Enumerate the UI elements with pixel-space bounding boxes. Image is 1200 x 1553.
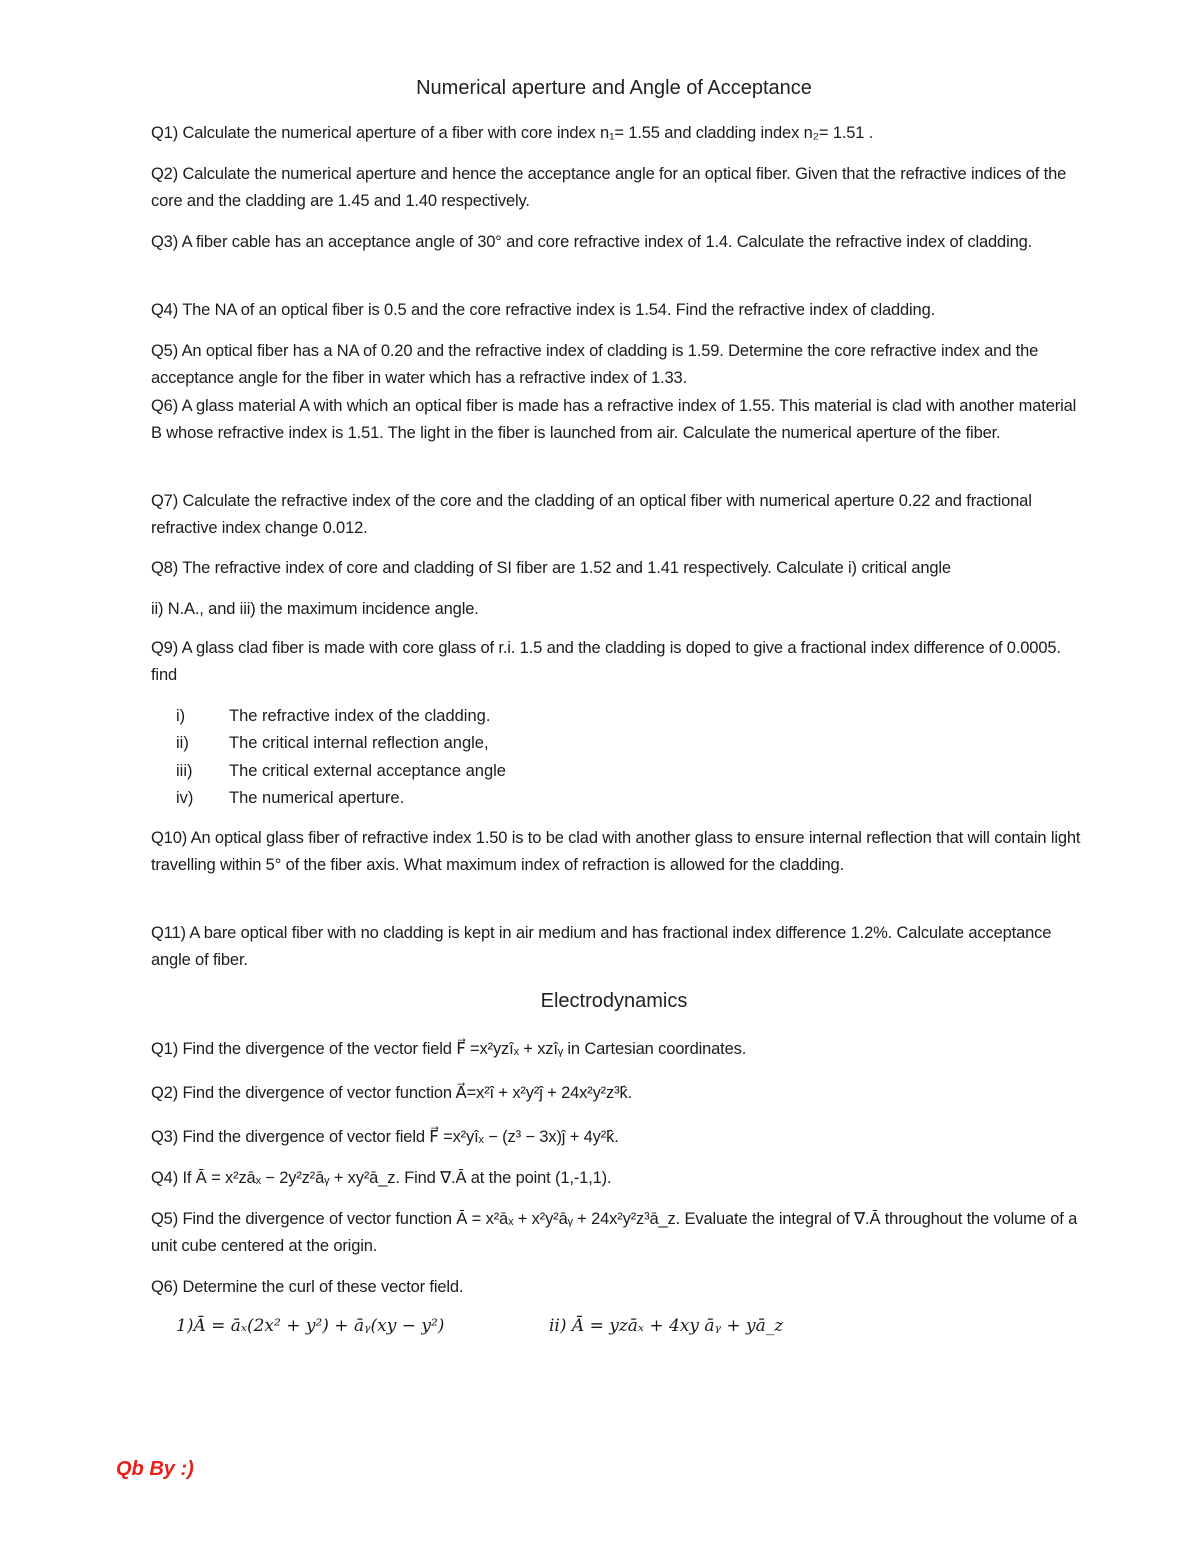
question-q10: Q10) An optical glass fiber of refractive index 1.50 is to be clad with another glass to ensure internal reflection that will contain light travelling within 5° of the fiber axis. What maximum index of refraction is allowed for the cladding. [151, 829, 1081, 874]
question-q7: Q7) Calculate the refractive index of the core and the cladding of an optical fiber with numerical aperture 0.22 and fractional refractive index change 0.012. [151, 492, 1032, 537]
question-q6: Q6) A glass material A with which an optical fiber is made has a refractive index of 1.55. This material is clad with another material B whose refractive index is 1.51. The light in the fiber is launched from air. Calculate the numerical aperture of the fiber. [151, 397, 1077, 442]
curl-item-1: 1)Ā = āₓ(2x² + y²) + āᵧ(xy − y²) [176, 1316, 445, 1336]
list-item-number: i) [176, 707, 186, 725]
list-item-text: The refractive index of the cladding. [229, 707, 491, 725]
question-q8: Q8) The refractive index of core and cladding of SI fiber are 1.52 and 1.41 respectively. Calculate i) critical angle [151, 559, 951, 577]
electro-question-q4: Q4) If Ā = x²zāₓ − 2y²z²āᵧ + xy²ā_z. Find ∇.Ā at the point (1,-1,1). [151, 1169, 612, 1187]
list-item-text: The critical external acceptance angle [229, 761, 506, 780]
electro-question-q6: Q6) Determine the curl of these vector field. [151, 1278, 464, 1296]
electro-question-q3: Q3) Find the divergence of vector field F⃗ =x²yîₓ − (z³ − 3x)ĵ + 4y²k̂. [151, 1128, 619, 1146]
list-item [176, 703, 506, 730]
section-title-electrodynamics: Electrodynamics [540, 990, 688, 1012]
question-q2: Q2) Calculate the numerical aperture and hence the acceptance angle for an optical fiber. Given that the refractive indices of the core and the cladding are 1.45 and 1.40 respectively. [151, 165, 1067, 210]
question-q3: Q3) A fiber cable has an acceptance angle of 30° and core refractive index of 1.4. Calculate the refractive index of cladding. [151, 233, 1033, 251]
question-q4: Q4) The NA of an optical fiber is 0.5 and the core refractive index is 1.54. Find the refractive index of cladding. [151, 301, 936, 319]
list-item [176, 758, 506, 785]
list-item-number: ii) [176, 734, 189, 753]
section-title-numerical-aperture: Numerical aperture and Angle of Acceptance [416, 77, 812, 99]
question-q5: Q5) An optical fiber has a NA of 0.20 and the refractive index of cladding is 1.59. Determine the core refractive index and the acceptance angle for the fiber in water which has a refractive index of 1.33. [151, 342, 1039, 387]
question-q11: Q11) A bare optical fiber with no cladding is kept in air medium and has fractional index difference 1.2%. Calculate acceptance angle of fiber. [151, 924, 1052, 969]
electro-question-q1: Q1) Find the divergence of the vector field F⃗ =x²yzîₓ + xzîᵧ in Cartesian coordinates. [151, 1040, 747, 1058]
question-q9: Q9) A glass clad fiber is made with core glass of r.i. 1.5 and the cladding is doped to give a fractional index difference of 0.0005. find [151, 639, 1061, 684]
q9-sublist [176, 703, 506, 812]
question-q8-continued: ii) N.A., and iii) the maximum incidence angle. [151, 600, 479, 618]
list-item-text: The critical internal reflection angle, [229, 734, 489, 753]
list-item-number: iv) [176, 788, 194, 807]
question-q1: Q1) Calculate the numerical aperture of a fiber with core index n₁= 1.55 and cladding index n₂= 1.51 . [151, 124, 874, 142]
electro-question-q5: Q5) Find the divergence of vector function Ā = x²āₓ + x²y²āᵧ + 24x²y²z³ā_z. Evaluate the integral of ∇.Ā throughout the volume of a unit cube centered at the origin. [151, 1210, 1078, 1255]
footer-signature: Qb By :) [116, 1458, 194, 1480]
list-item-text: The numerical aperture. [229, 788, 405, 807]
list-item [176, 730, 506, 757]
electro-question-q2: Q2) Find the divergence of vector function A⃗=x²î + x²y²ĵ + 24x²y²z³k̂. [151, 1084, 633, 1102]
curl-item-2: ii) Ā = yzāₓ + 4xy āᵧ + yā_z [549, 1316, 784, 1336]
list-item-number: iii) [176, 761, 193, 780]
list-item [176, 785, 506, 812]
